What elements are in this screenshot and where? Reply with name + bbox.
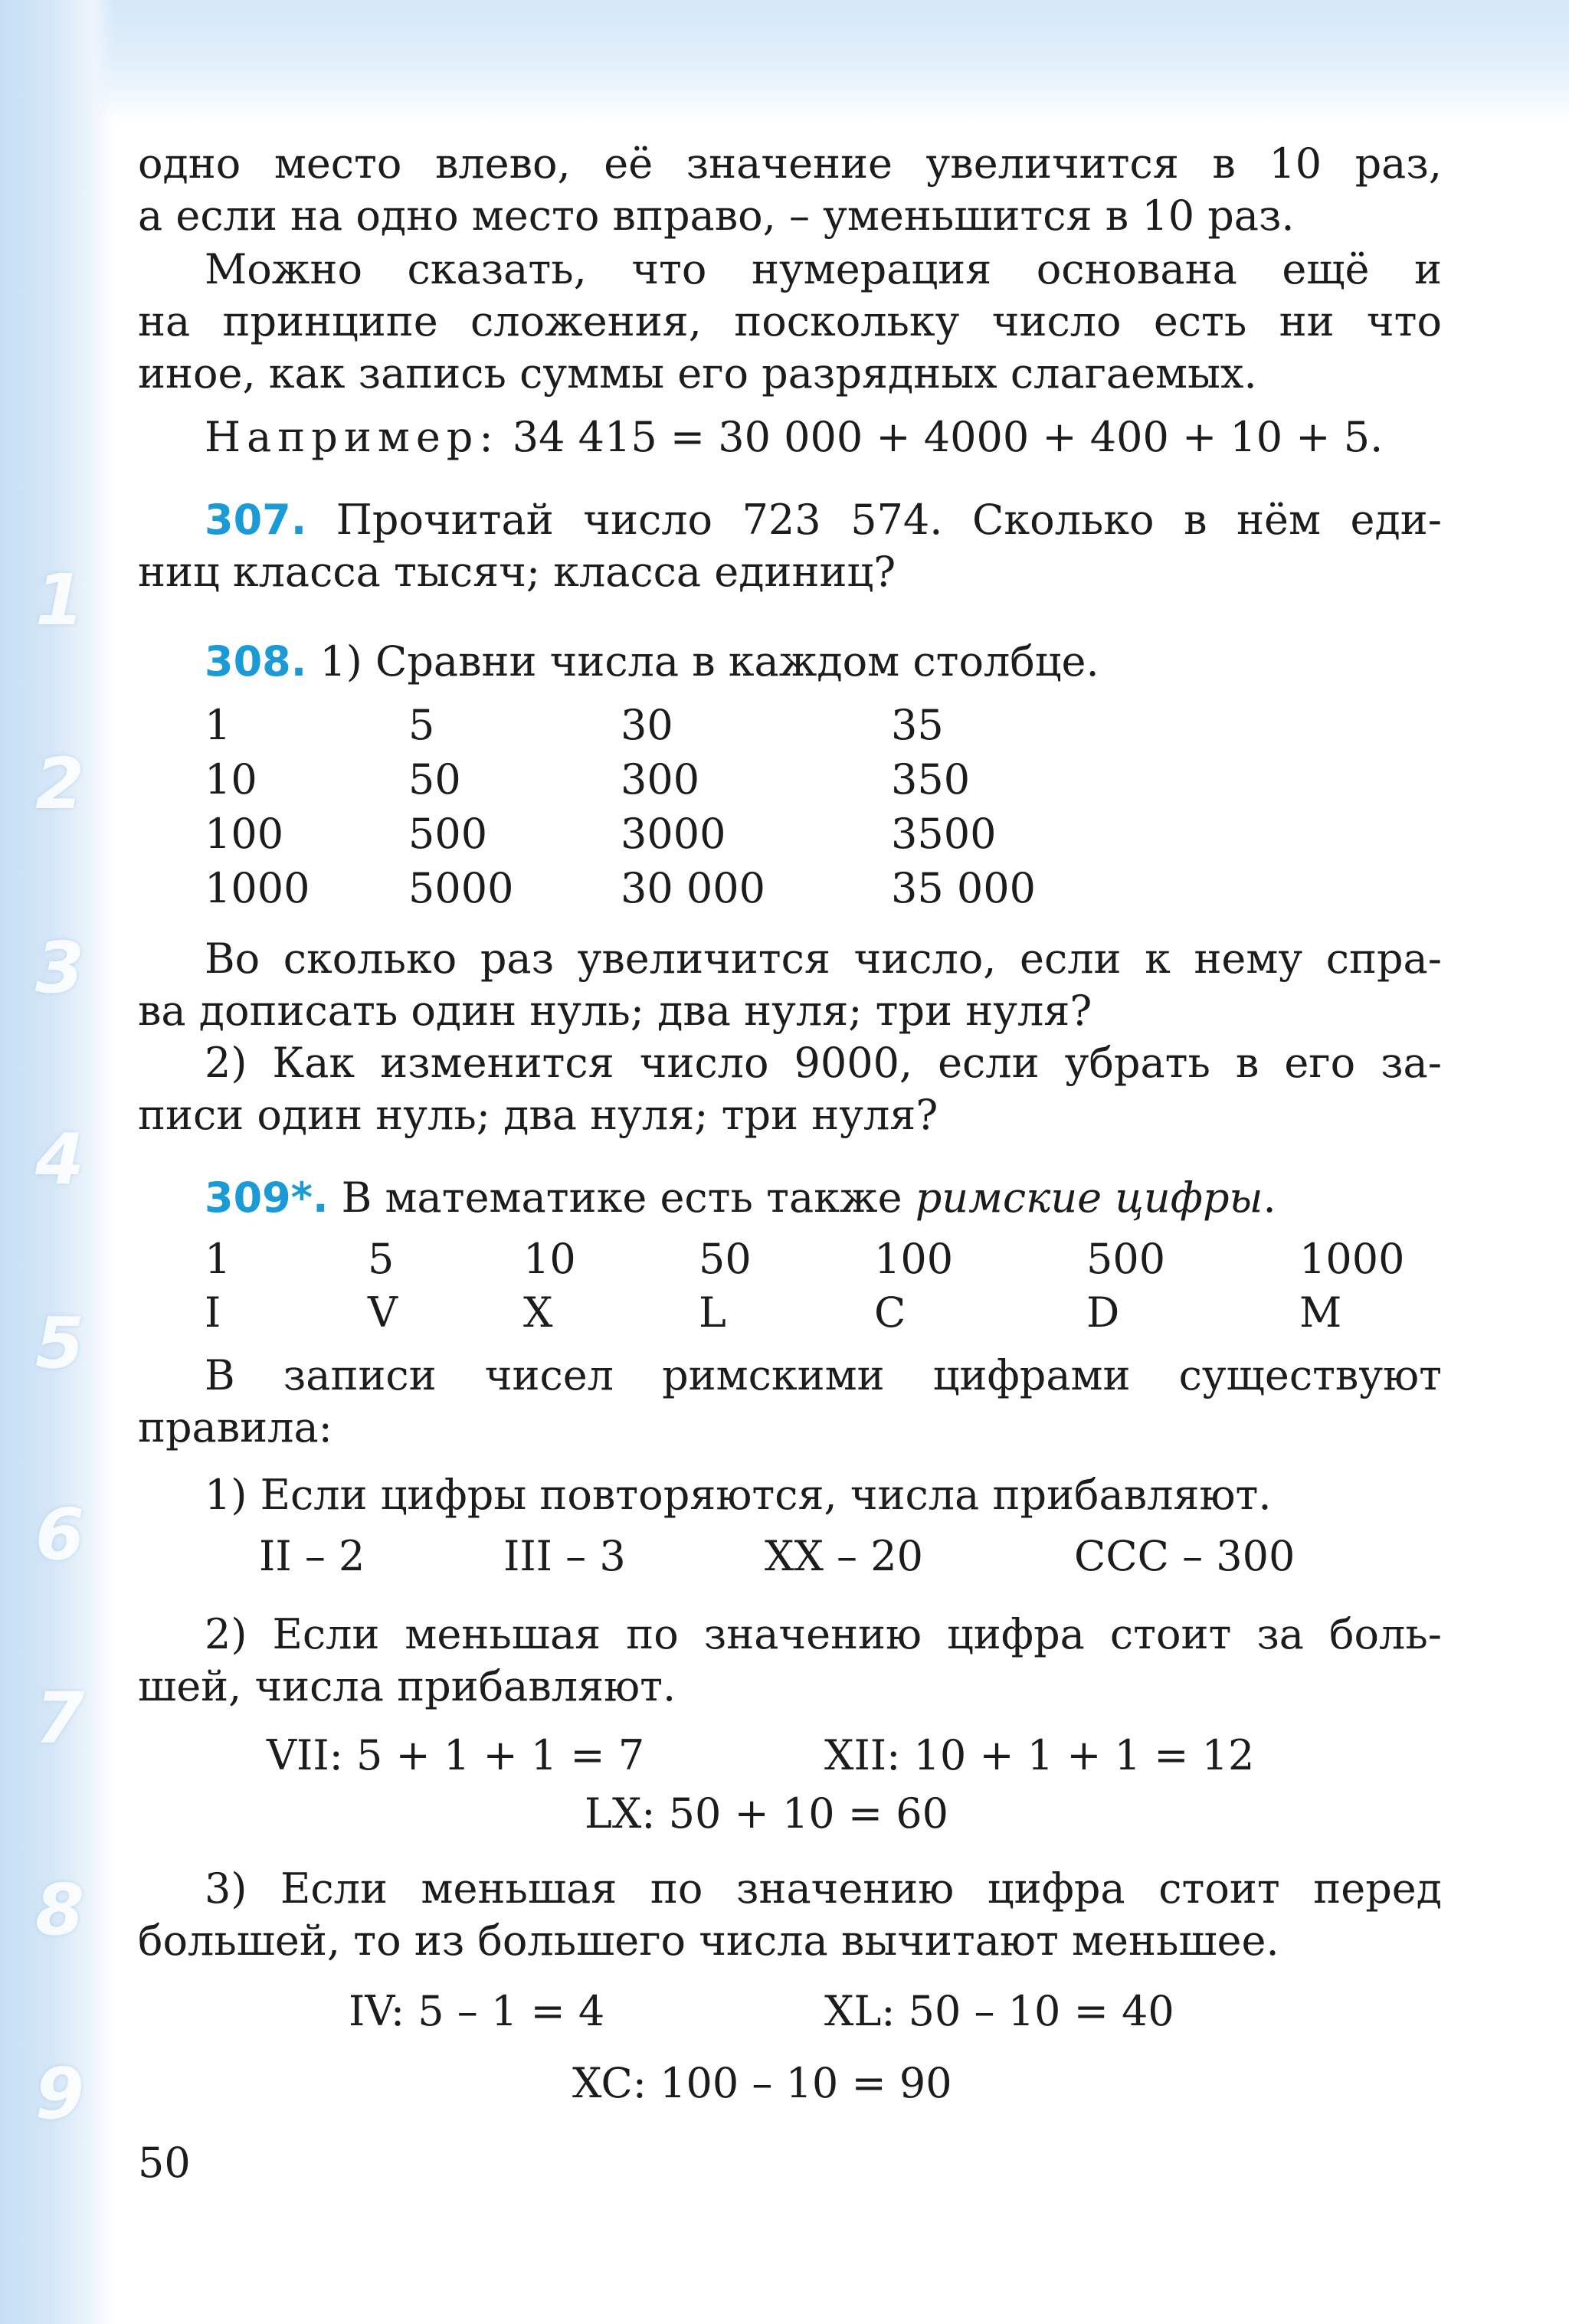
task-308-number: 308. (205, 637, 307, 686)
grade-marker-1: 1 (34, 559, 84, 641)
roman-digit: M (1299, 1288, 1342, 1337)
arabic-digit: 1000 (1299, 1235, 1405, 1283)
task-308-title-line (205, 636, 1442, 688)
grade-marker-4: 4 (34, 1118, 84, 1200)
roman-digit: V (368, 1288, 398, 1337)
task-309-title: В математике есть также (341, 1173, 902, 1222)
rule-3-line-2: большей, то из большего числа вычитают меньшее. (138, 1916, 1279, 1965)
rule-1-example: III – 3 (503, 1532, 626, 1580)
table-cell: 3000 (621, 810, 726, 858)
intro-line-4: на принципе сложения, поскольку число есть ни что (138, 297, 1442, 345)
task-308-question-1: Во сколько раз увеличится число, если к нему спра- (205, 935, 1442, 983)
rule-2-example: VII: 5 + 1 + 1 = 7 (267, 1731, 645, 1779)
intro-line-3: Можно сказать, что нумерация основана ещё и (205, 245, 1442, 293)
grade-side-strip (0, 0, 115, 2324)
grade-marker-6: 6 (34, 1494, 84, 1576)
rule-1-example: II – 2 (259, 1532, 365, 1580)
task-307-number: 307. (205, 496, 307, 544)
roman-digit: X (523, 1288, 553, 1337)
intro-line-2: а если на одно место вправо, – уменьшится в 10 раз. (138, 191, 1295, 240)
rule-3-line-1: 3) Если меньшая по значению цифра стоит перед (205, 1864, 1442, 1913)
task-308-question-4: писи один нуль; два нуля; три нуля? (138, 1091, 938, 1139)
roman-digit: C (874, 1288, 906, 1337)
rule-2-line-2: шей, числа прибавляют. (138, 1662, 676, 1710)
task-307-line-1 (205, 494, 1442, 546)
table-cell: 500 (408, 810, 488, 858)
arabic-digit: 50 (699, 1235, 752, 1283)
intro-line-1: одно место влево, её значение увеличится в 10 раз, (138, 139, 1442, 188)
task-307-text-1: Прочитай число 723 574. Сколько в нём еди- (336, 496, 1442, 544)
rule-3-example: XC: 100 – 10 = 90 (572, 2059, 952, 2107)
grade-marker-7: 7 (34, 1678, 84, 1759)
task-309-number: 309*. (205, 1173, 329, 1222)
grade-marker-2: 2 (34, 743, 84, 825)
table-cell: 10 (205, 755, 257, 804)
page-number: 50 (138, 2139, 191, 2187)
task-309-title-line (205, 1172, 1442, 1224)
arabic-digit: 100 (874, 1235, 954, 1283)
table-cell: 5 (408, 701, 435, 749)
rule-1-example: CCC – 300 (1074, 1532, 1295, 1580)
task-307-line-2: ниц класса тысяч; класса единиц? (138, 548, 896, 596)
intro-line-5: иное, как запись суммы его разрядных слагаемых. (138, 349, 1257, 398)
table-cell: 35 (891, 701, 944, 749)
example-text: 34 415 = 30 000 + 4000 + 400 + 10 + 5. (512, 413, 1384, 461)
arabic-digit: 5 (368, 1235, 395, 1283)
rule-2-example: XII: 10 + 1 + 1 = 12 (824, 1731, 1255, 1779)
arabic-digit: 1 (205, 1235, 231, 1283)
table-cell: 3500 (891, 810, 997, 858)
table-cell: 50 (408, 755, 461, 804)
arabic-digit: 10 (523, 1235, 576, 1283)
table-cell: 35 000 (891, 864, 1036, 912)
table-cell: 30 (621, 701, 673, 749)
arabic-digit: 500 (1086, 1235, 1166, 1283)
roman-digit: D (1086, 1288, 1120, 1337)
task-308-question-3: 2) Как изменится число 9000, если убрать в его за- (205, 1039, 1442, 1087)
rule-2-line-1: 2) Если меньшая по значению цифра стоит за боль- (205, 1610, 1442, 1658)
example-label: Например: (205, 413, 500, 461)
table-cell: 5000 (408, 864, 514, 912)
rule-2-example: LX: 50 + 10 = 60 (585, 1789, 948, 1838)
grade-marker-8: 8 (34, 1869, 84, 1951)
table-cell: 1000 (205, 864, 310, 912)
rule-1: 1) Если цифры повторяются, числа прибавляют. (205, 1471, 1272, 1519)
task-309-title-italic: римские цифры (915, 1173, 1263, 1222)
example-line (205, 411, 1442, 463)
roman-digit: L (699, 1288, 726, 1337)
rule-3-example: XL: 50 – 10 = 40 (824, 1987, 1174, 2035)
grade-marker-9: 9 (34, 2053, 84, 2135)
rules-intro-line-2: правила: (138, 1403, 332, 1452)
rules-intro-line-1: В записи чисел римскими цифрами существуют (205, 1351, 1442, 1399)
roman-digit: I (205, 1288, 221, 1337)
rule-3-example: IV: 5 – 1 = 4 (349, 1987, 605, 2035)
table-cell: 1 (205, 701, 231, 749)
grade-marker-3: 3 (34, 927, 84, 1009)
task-308-title: 1) Сравни числа в каждом столбце. (319, 637, 1099, 686)
table-cell: 300 (621, 755, 700, 804)
top-band (0, 0, 1569, 123)
table-cell: 350 (891, 755, 971, 804)
grade-marker-5: 5 (34, 1302, 84, 1384)
task-308-question-2: ва дописать один нуль; два нуля; три нуля? (138, 987, 1092, 1035)
rule-1-example: XX – 20 (765, 1532, 923, 1580)
table-cell: 100 (205, 810, 284, 858)
table-cell: 30 000 (621, 864, 765, 912)
task-309-title-end: . (1263, 1173, 1276, 1222)
